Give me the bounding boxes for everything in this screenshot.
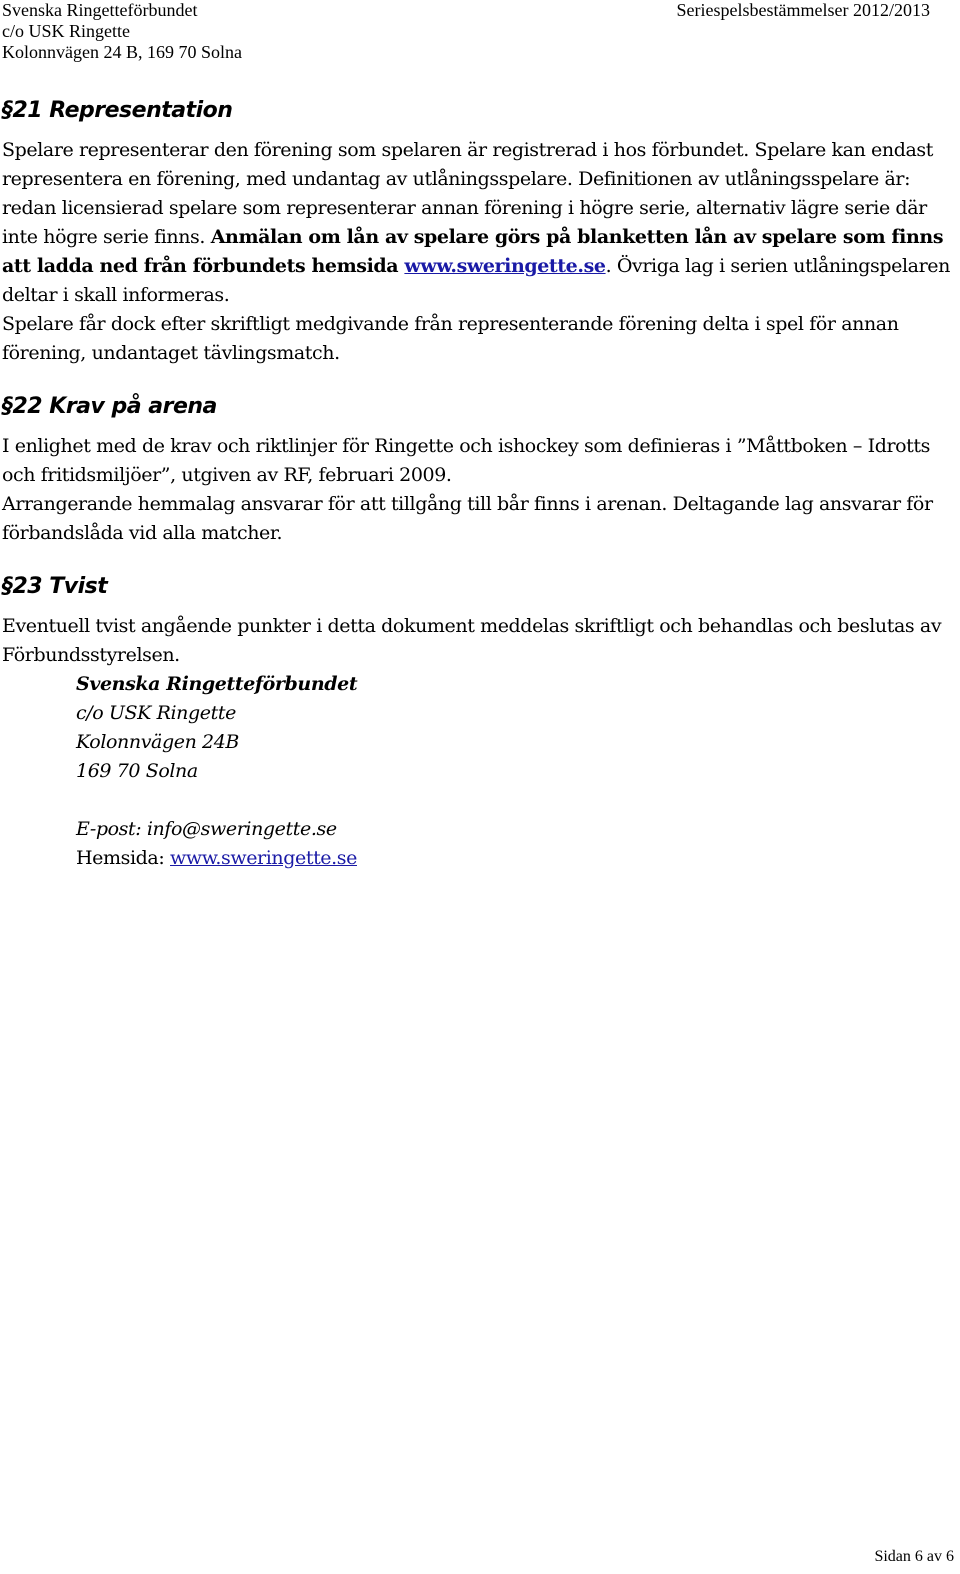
signature-city: 169 70 Solna <box>76 760 198 782</box>
section-21 <box>2 96 954 368</box>
signature-website-label: Hemsida: <box>76 847 170 869</box>
signature-spacer <box>76 786 954 815</box>
header-co: c/o USK Ringette <box>2 21 130 41</box>
section-21-paragraph-2: Spelare får dock efter skriftligt medgivande från representerande förening delta i spel för annan förening, undantaget tävlingsmatch. <box>2 313 899 364</box>
header-address: Kolonnvägen 24 B, 169 70 Solna <box>2 42 242 62</box>
section-21-bold-text: Anmälan om lån av spelare görs på blanketten lån av spelare som finns att ladda ned från förbundets hemsida <box>2 226 944 277</box>
document-body <box>2 96 954 873</box>
signature-co: c/o USK Ringette <box>76 702 236 724</box>
section-23-paragraph-1: Eventuell tvist angående punkter i detta dokument meddelas skriftligt och behandlas och beslutas av Förbundsstyrelsen. <box>2 615 942 666</box>
header-org: Svenska Ringetteförbundet <box>2 0 198 20</box>
section-23-title: §23 Tvist <box>2 574 108 599</box>
section-21-tail-text: . Övriga lag i serien utlåningspelaren deltar i skall informeras. <box>2 255 950 306</box>
signature-org: Svenska Ringetteförbundet <box>76 673 358 695</box>
section-22-paragraph-1: I enlighet med de krav och riktlinjer för Ringette och ishockey som definieras i ”Måttboken – Idrotts och fritidsmiljöer”, utgiven av RF, februari 2009. <box>2 435 931 486</box>
signature-street: Kolonnvägen 24B <box>76 731 239 753</box>
section-23 <box>2 572 954 670</box>
page-header <box>2 0 930 63</box>
section-21-paragraph-1 <box>2 136 954 310</box>
header-doc-title: Seriespelsbestämmelser 2012/2013 <box>676 0 930 20</box>
signature-website <box>76 844 954 873</box>
section-21-text: Spelare representerar den förening som spelaren är registrerad i hos förbundet. Spelare kan endast representera en förening, med undantag av utlåningsspelare. Definitionen av utlåningsspelare är: redan licensierad spelare som representerar annan förening i högre serie, alternativ lägre serie där inte högre serie finns. <box>2 139 933 248</box>
section-22 <box>2 392 954 548</box>
signature-email: E-post: info@sweringette.se <box>76 818 337 840</box>
sweringette-link-bold[interactable]: www.sweringette.se <box>404 255 606 277</box>
sweringette-link[interactable]: www.sweringette.se <box>170 847 357 869</box>
section-22-title: §22 Krav på arena <box>2 394 217 419</box>
page-number: Sidan 6 av 6 <box>874 1548 954 1565</box>
section-22-paragraph-2: Arrangerande hemmalag ansvarar för att tillgång till bår finns i arenan. Deltagande lag ansvarar för förbandslåda vid alla matcher. <box>2 493 933 544</box>
section-21-title: §21 Representation <box>2 98 233 123</box>
signature-block <box>76 670 954 873</box>
